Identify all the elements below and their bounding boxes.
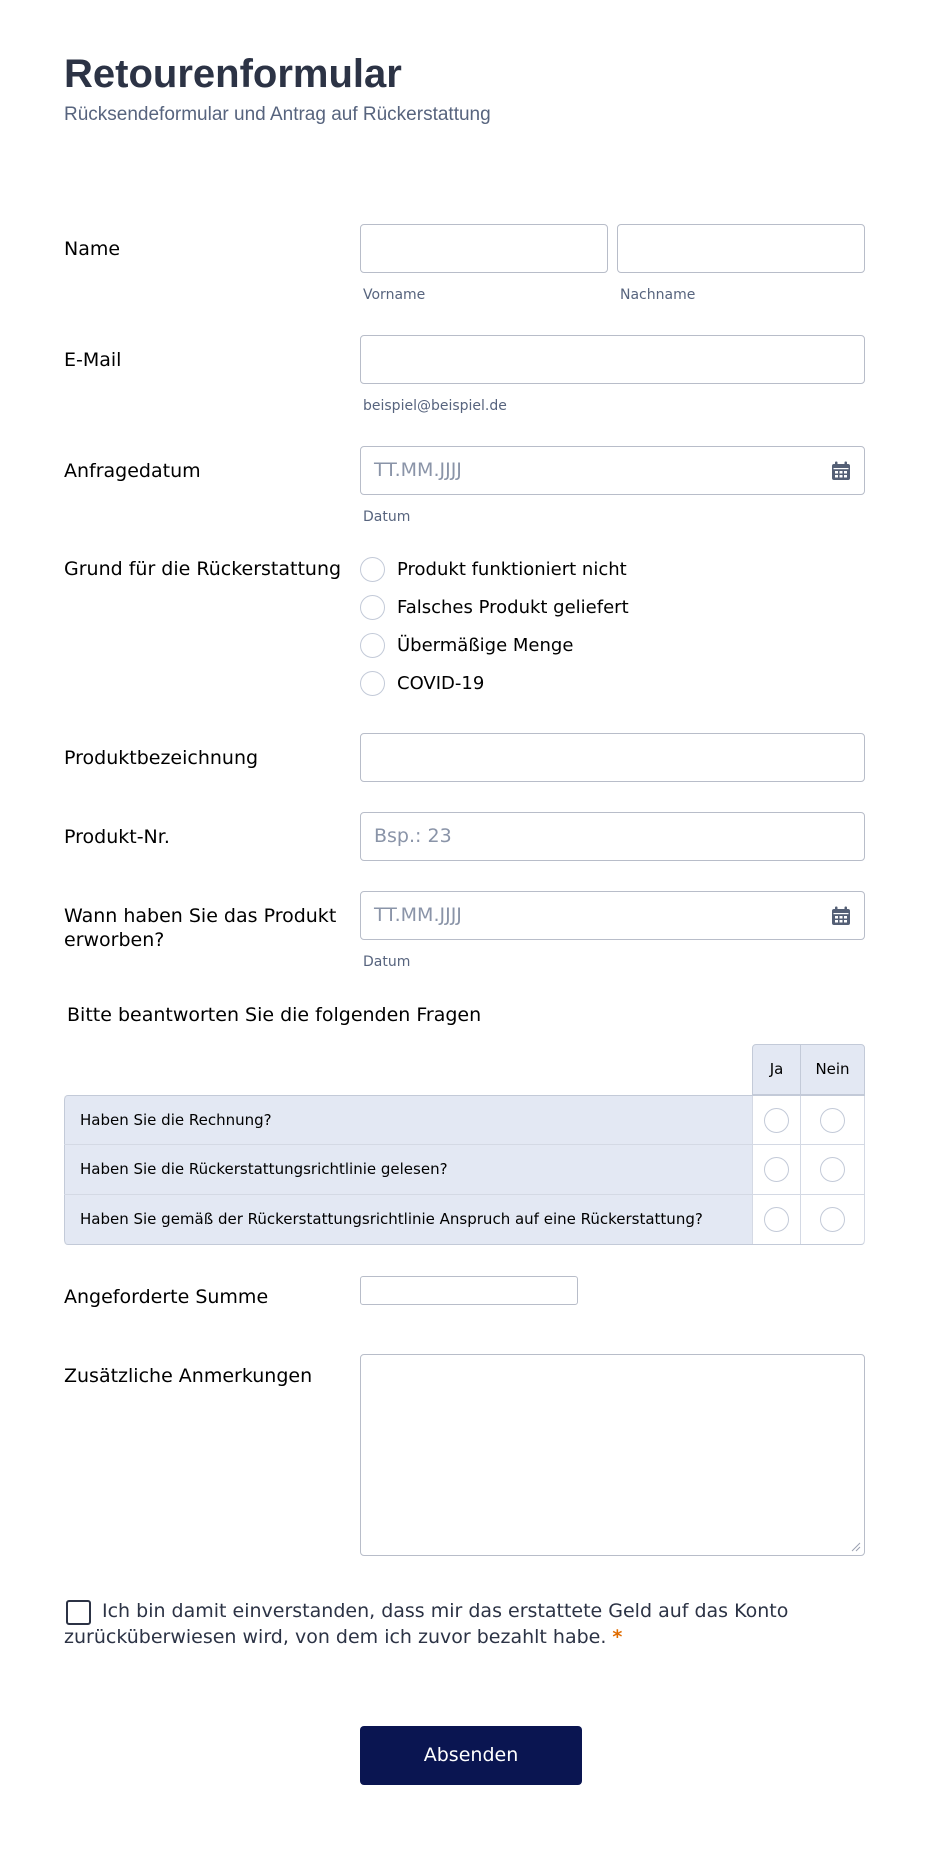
reason-option-label: Falsches Produkt geliefert <box>397 596 629 618</box>
request-date-input[interactable] <box>360 446 865 495</box>
radio-button[interactable] <box>820 1157 845 1182</box>
radio-button[interactable] <box>360 557 385 582</box>
email-row <box>64 335 865 425</box>
form-header <box>64 48 864 126</box>
matrix-cell-nein <box>800 1145 865 1194</box>
calendar-icon[interactable] <box>831 906 851 926</box>
request-date-sublabel: Datum <box>363 509 411 525</box>
radio-button[interactable] <box>764 1108 789 1133</box>
amount-label: Angeforderte Summe <box>64 1286 269 1308</box>
request-date-row <box>64 446 865 536</box>
matrix-title: Bitte beantworten Sie die folgenden Fragen <box>67 1004 482 1026</box>
matrix-header-ja: Ja <box>752 1044 801 1095</box>
consent-text: Ich bin damit einverstanden, dass mir das erstattete Geld auf das Konto zurücküberwiesen wird, von dem ich zuvor bezahlt habe. <box>64 1600 789 1648</box>
first-name-input[interactable] <box>360 224 608 273</box>
reason-option[interactable] <box>360 594 629 620</box>
matrix-cell-ja <box>752 1195 800 1244</box>
consent-label <box>64 1598 865 1650</box>
purchase-date-input[interactable] <box>360 891 865 940</box>
product-name-label: Produktbezeichnung <box>64 747 259 769</box>
calendar-icon[interactable] <box>831 461 851 481</box>
notes-label: Zusätzliche Anmerkungen <box>64 1365 313 1387</box>
radio-button[interactable] <box>820 1108 845 1133</box>
matrix-cell-ja <box>752 1096 800 1144</box>
reason-option[interactable] <box>360 670 484 696</box>
first-name-sublabel: Vorname <box>363 287 426 303</box>
matrix-row <box>64 1195 865 1245</box>
reason-option[interactable] <box>360 556 627 582</box>
radio-button[interactable] <box>764 1157 789 1182</box>
email-label: E-Mail <box>64 349 122 371</box>
email-input[interactable] <box>360 335 865 384</box>
name-row <box>64 224 865 314</box>
product-no-placeholder: Bsp.: 23 <box>374 825 452 847</box>
resize-grip-icon[interactable] <box>851 1542 861 1552</box>
matrix-row <box>64 1145 865 1195</box>
question-matrix <box>64 1044 865 1244</box>
consent-row <box>64 1598 865 1650</box>
reason-row <box>64 556 865 706</box>
radio-button[interactable] <box>360 671 385 696</box>
notes-textarea[interactable] <box>360 1354 865 1556</box>
matrix-question: Haben Sie die Rechnung? <box>64 1096 752 1144</box>
matrix-question: Haben Sie die Rückerstattungsrichtlinie gelesen? <box>64 1145 752 1194</box>
product-no-row <box>64 812 865 862</box>
matrix-cell-nein <box>800 1096 865 1144</box>
matrix-header-nein: Nein <box>800 1044 865 1095</box>
matrix-cell-nein <box>800 1195 865 1244</box>
page-title: Retourenformular <box>64 52 402 96</box>
purchase-date-placeholder: TT.MM.JJJJ <box>374 904 462 926</box>
request-date-label: Anfragedatum <box>64 460 201 482</box>
matrix-cell-ja <box>752 1145 800 1194</box>
required-mark: * <box>612 1626 623 1648</box>
notes-row <box>64 1354 865 1556</box>
request-date-placeholder: TT.MM.JJJJ <box>374 459 462 481</box>
reason-option-label: Übermäßige Menge <box>397 634 574 656</box>
purchase-date-row <box>64 891 865 981</box>
consent-checkbox[interactable] <box>66 1600 91 1625</box>
amount-row <box>64 1276 865 1316</box>
product-no-label: Produkt-Nr. <box>64 826 170 848</box>
reason-option[interactable] <box>360 632 573 658</box>
last-name-sublabel: Nachname <box>620 287 696 303</box>
purchase-date-sublabel: Datum <box>363 954 411 970</box>
reason-option-label: COVID-19 <box>397 672 485 694</box>
radio-button[interactable] <box>360 595 385 620</box>
purchase-date-label: Wann haben Sie das Produkt erworben? <box>64 905 337 951</box>
matrix-question: Haben Sie gemäß der Rückerstattungsrichtlinie Anspruch auf eine Rückerstattung? <box>64 1195 752 1244</box>
name-label: Name <box>64 238 121 260</box>
radio-button[interactable] <box>764 1207 789 1232</box>
last-name-input[interactable] <box>617 224 865 273</box>
product-name-row <box>64 733 865 783</box>
amount-input[interactable] <box>360 1276 578 1305</box>
reason-option-label: Produkt funktioniert nicht <box>397 558 627 580</box>
matrix-row <box>64 1095 865 1145</box>
product-name-input[interactable] <box>360 733 865 782</box>
product-no-input[interactable] <box>360 812 865 861</box>
radio-button[interactable] <box>360 633 385 658</box>
submit-button[interactable]: Absenden <box>360 1726 582 1785</box>
radio-button[interactable] <box>820 1207 845 1232</box>
page-subtitle: Rücksendeformular und Antrag auf Rückerstattung <box>64 104 491 125</box>
email-sublabel: beispiel@beispiel.de <box>363 398 507 414</box>
reason-label: Grund für die Rückerstattung <box>64 558 342 580</box>
